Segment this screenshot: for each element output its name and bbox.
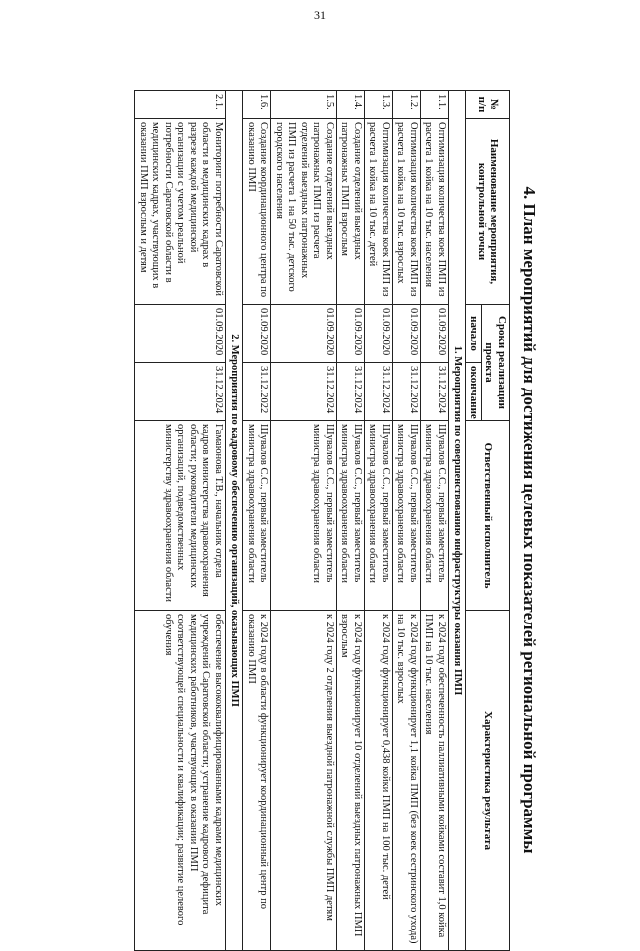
row-executor: Шувалов С.С., первый заместитель министра здравоохранения области [365, 421, 393, 611]
row-name: Создание координационного центра по оказанию ПМП [243, 119, 271, 305]
row-start: 01.09.2020 [421, 305, 449, 363]
section-title: 2. Мероприятия по кадровому обеспечению организаций, оказывающих ПМП [226, 91, 244, 951]
table-row [393, 91, 421, 951]
header-num: № п/п [466, 91, 510, 119]
plan-table [135, 90, 511, 951]
table-row [337, 91, 365, 951]
header-name: Наименование мероприятия, контрольной точки [466, 119, 510, 305]
page-number: 31 [314, 8, 326, 22]
row-result: к 2024 году обеспеченность паллиативными койками составит 1,0 койка ПМП на 10 тыс. населения [421, 611, 449, 951]
table-row [271, 91, 337, 951]
row-start: 01.09.2020 [393, 305, 421, 363]
row-num: 2.1. [135, 91, 226, 119]
row-name: Оптимизация количества коек ПМП из расчета 1 койка на 10 тыс. взрослых [393, 119, 421, 305]
row-result: к 2024 году функционирует 10 отделений выездных патронажных ПМП взрослым [337, 611, 365, 951]
row-end: 31.12.2024 [393, 363, 421, 421]
row-executor: Шувалов С.С., первый заместитель министра здравоохранения области [243, 421, 271, 611]
row-num: 1.5. [271, 91, 337, 119]
row-result: к 2024 году 2 отделения выездной патронажной службы ПМП детям [271, 611, 337, 951]
row-executor: Гамаюнова Т.В., начальник отдела кадров министерства здравоохранения области; руководители медицинских организаций, подведомственных министерству здравоохранения области [135, 421, 226, 611]
section-title: 1. Мероприятия по совершенствованию инфраструктуры оказания ПМП [449, 91, 467, 951]
row-result: обеспечение высококвалифицированными кадрами медицинских учреждений Саратовской области; устранение кадрового дефицита медицинских работников, участвующих в оказании ПМП соответствующей специальности и квалификации; развитие целевого обучения [135, 611, 226, 951]
header-row [482, 91, 510, 951]
table-row [421, 91, 449, 951]
section-row [449, 91, 467, 951]
row-end: 31.12.2024 [135, 363, 226, 421]
row-name: Мониторинг потребности Саратовской области в медицинских кадрах в разрезе каждой медицинской организации с учетом реальной потребности Саратовской области в медицинских кадрах, участвующих в оказании ПМП взрослым и детям [135, 119, 226, 305]
row-end: 31.12.2024 [271, 363, 337, 421]
row-num: 1.6. [243, 91, 271, 119]
row-num: 1.4. [337, 91, 365, 119]
row-start: 01.09.2020 [337, 305, 365, 363]
row-name: Создание отделений выездных патронажных ПМП из расчета отделений выездных патронажных ПМП из расчета 1 на 50 тыс. детского городского населения [271, 119, 337, 305]
table-row [135, 91, 226, 951]
header-result: Характеристика результата [466, 611, 510, 951]
row-start: 01.09.2020 [243, 305, 271, 363]
row-executor: Шувалов С.С., первый заместитель министра здравоохранения области [393, 421, 421, 611]
row-end: 31.12.2024 [421, 363, 449, 421]
table-row [243, 91, 271, 951]
header-end: окончание [466, 363, 482, 421]
section-row [226, 91, 244, 951]
row-executor: Шувалов С.С., первый заместитель министра здравоохранения области [421, 421, 449, 611]
row-executor: Шувалов С.С., первый заместитель министра здравоохранения области [337, 421, 365, 611]
row-name: Оптимизация количества коек ПМП из расчета 1 койка на 10 тыс. населения [421, 119, 449, 305]
header-start: начало [466, 305, 482, 363]
table-row [365, 91, 393, 951]
row-name: Оптимизация количества коек ПМП из расчета 1 койка на 10 тыс. детей [365, 119, 393, 305]
row-start: 01.09.2020 [271, 305, 337, 363]
row-result: к 2024 году функционирует 1,1 койка ПМП (без коек сестринского ухода) на 10 тыс. взрослых [393, 611, 421, 951]
row-end: 31.12.2024 [337, 363, 365, 421]
row-executor: Шувалов С.С., первый заместитель министра здравоохранения области [271, 421, 337, 611]
row-end: 31.12.2022 [243, 363, 271, 421]
header-executor: Ответственный исполнитель [466, 421, 510, 611]
row-name: Создание отделений выездных патронажных ПМП взрослым [337, 119, 365, 305]
row-num: 1.3. [365, 91, 393, 119]
row-end: 31.12.2024 [365, 363, 393, 421]
header-terms: Сроки реализации проекта [482, 305, 510, 421]
row-result: к 2024 году функционирует 0,438 койки ПМП на 100 тыс. детей [365, 611, 393, 951]
row-start: 01.09.2020 [365, 305, 393, 363]
row-num: 1.1. [421, 91, 449, 119]
row-num: 1.2. [393, 91, 421, 119]
rotated-page-content [100, 90, 540, 950]
document-title: 4. План мероприятий для достижения целевых показателей региональной программы [520, 186, 539, 854]
row-start: 01.09.2020 [135, 305, 226, 363]
row-result: к 2024 году в области функционирует координационный центр по оказанию ПМП [243, 611, 271, 951]
